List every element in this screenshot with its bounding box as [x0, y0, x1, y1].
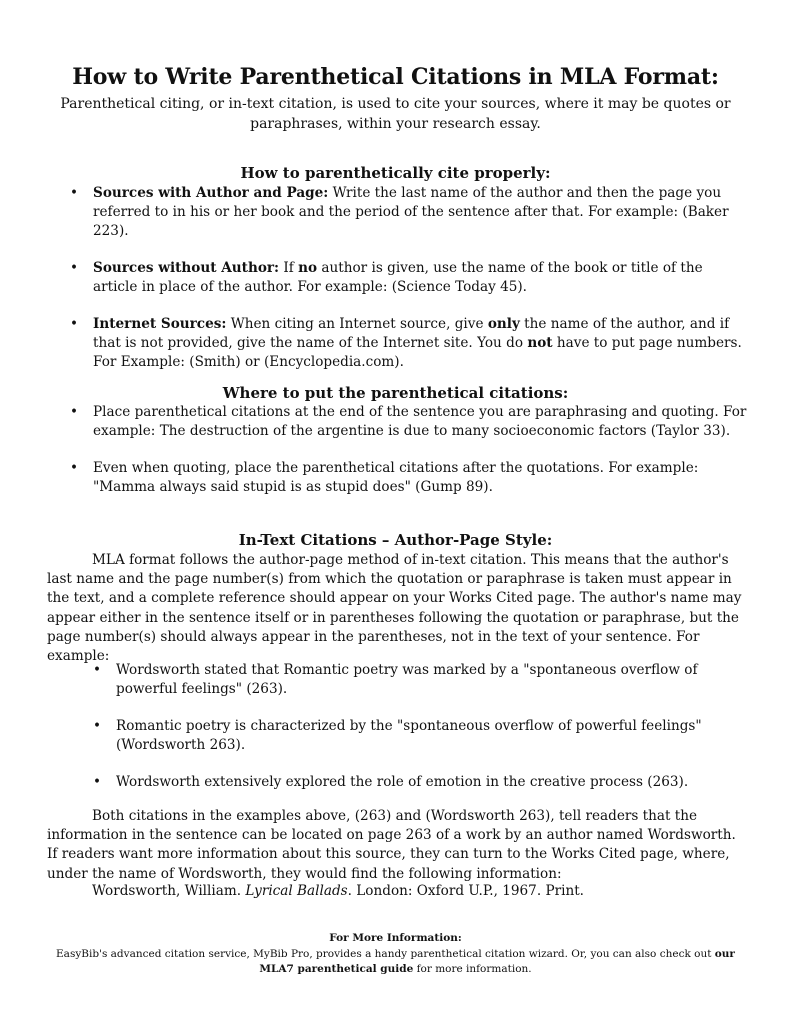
footer-heading: For More Information: — [329, 932, 462, 944]
item-text: have to put page numbers. For Example: (Smith) or (Encyclopedia.com). — [93, 335, 742, 370]
section-heading-author-page: In-Text Citations – Author-Page Style: — [238, 531, 553, 549]
list-item — [70, 259, 750, 297]
works-cited-title: Lyrical Ballads — [245, 883, 348, 899]
item-emphasis: no — [298, 260, 318, 276]
bullet-icon: • — [70, 460, 79, 476]
where-to-put-list — [70, 403, 750, 497]
bullet-icon: • — [70, 404, 79, 420]
bullet-icon: • — [93, 774, 102, 790]
item-text: When citing an Internet source, give — [226, 316, 488, 332]
item-text: the name of the author, and if that is not provided, give the name of the Internet site. You do — [93, 316, 730, 351]
examples-list — [93, 661, 753, 792]
item-emphasis: not — [527, 335, 553, 351]
list-item — [93, 773, 753, 792]
bullet-icon: • — [93, 718, 102, 734]
explanation-paragraph: Both citations in the examples above, (263) and (Wordsworth 263), tell readers that the information in the sentence can be located on page 263 of a work by an author named Wordsworth. If readers want more information about this source, they can turn to the Works Cited page, where, under the name of Wordsworth, they would find the following information: — [47, 808, 736, 882]
item-text: Place parenthetical citations at the end of the sentence you are paraphrasing and quoting. For example: The destruction of the argentine is due to many socioeconomic factors (Taylor 33). — [93, 404, 747, 439]
item-text: author is given, use the name of the book or title of the article in place of the author. For example: (Science Today 45). — [93, 260, 703, 295]
footer-text — [40, 947, 751, 977]
bullet-icon: • — [93, 662, 102, 678]
footer-text-part: for more information. — [413, 963, 532, 975]
item-label: Sources without Author: — [93, 260, 280, 276]
item-text: Even when quoting, place the parenthetical citations after the quotations. For example: "Mamma always said stupid is as stupid does" (Gump 89). — [93, 460, 699, 495]
works-cited-publication: . London: Oxford U.P., 1967. Print. — [347, 883, 584, 899]
works-cited-author: Wordsworth, William. — [92, 883, 246, 899]
item-text: Romantic poetry is characterized by the "spontaneous overflow of powerful feelings" (Wordsworth 263). — [116, 718, 702, 753]
document-title: How to Write Parenthetical Citations in MLA Format: — [72, 64, 719, 90]
list-item — [93, 661, 753, 699]
item-text: Write the last name of the author and then the page you referred to in his or her book and the period of the sentence after that. For example: (Baker 223). — [93, 185, 729, 239]
bullet-icon: • — [70, 260, 79, 276]
list-item — [70, 184, 750, 241]
cite-properly-list — [70, 184, 750, 372]
footer-text-part: EasyBib's advanced citation service, MyBib Pro, provides a handy parenthetical citation wizard. Or, you can also check out — [56, 948, 715, 960]
item-label: Sources with Author and Page: — [93, 185, 329, 201]
author-page-paragraph: MLA format follows the author-page method of in-text citation. This means that the author's last name and the page number(s) from which the quotation or paraphrase is taken must appear in the text, and a complete reference should appear on your Works Cited page. The author's name may appear either in the sentence itself or in parentheses following the quotation or paraphrase, but the page number(s) should always appear in the parentheses, not in the text of your sentence. For example: — [47, 552, 742, 665]
works-cited-entry — [92, 882, 742, 901]
bullet-icon: • — [70, 185, 79, 201]
item-emphasis: only — [487, 316, 520, 332]
section-heading-where-to-put: Where to put the parenthetical citations: — [222, 384, 569, 402]
section-heading-cite-properly: How to parenthetically cite properly: — [240, 164, 551, 182]
document-subtitle: Parenthetical citing, or in-text citation, is used to cite your sources, where it may be quotes or paraphrases, within your research essay. — [60, 96, 731, 132]
list-item — [93, 717, 753, 755]
item-text: If — [279, 260, 299, 276]
list-item — [70, 403, 750, 441]
list-item — [70, 315, 750, 372]
list-item — [70, 459, 750, 497]
item-text: Wordsworth extensively explored the role of emotion in the creative process (263). — [116, 774, 689, 790]
item-label: Internet Sources: — [93, 316, 227, 332]
bullet-icon: • — [70, 316, 79, 332]
item-text: Wordsworth stated that Romantic poetry was marked by a "spontaneous overflow of powerful feelings" (263). — [116, 662, 698, 697]
mla7-guide-link[interactable]: our MLA7 parenthetical guide — [259, 948, 735, 975]
